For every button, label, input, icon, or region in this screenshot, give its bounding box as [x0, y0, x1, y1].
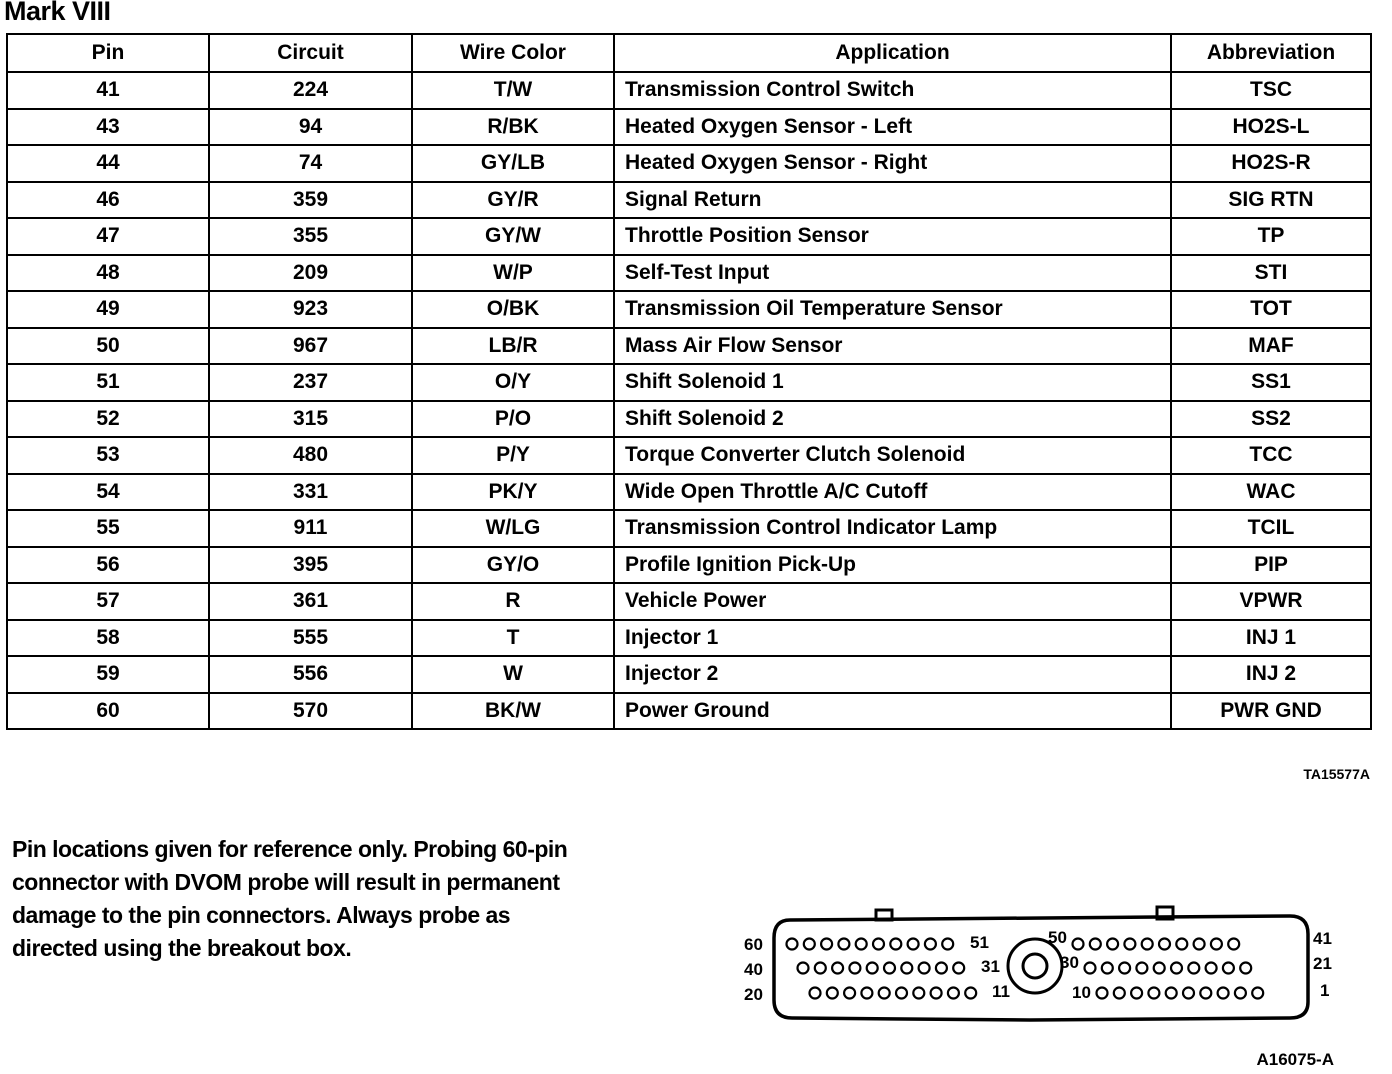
pin-hole	[1085, 963, 1096, 974]
pin-hole	[965, 988, 976, 999]
cell-circuit: 911	[209, 510, 412, 547]
cell-wire-color: GY/LB	[412, 145, 614, 182]
connector-label-40: 40	[744, 960, 763, 979]
pin-hole	[948, 988, 959, 999]
cell-abbreviation: INJ 1	[1171, 620, 1371, 657]
cell-application: Vehicle Power	[614, 583, 1171, 620]
pin-hole	[884, 963, 895, 974]
cell-application: Transmission Oil Temperature Sensor	[614, 291, 1171, 328]
pin-hole	[1159, 939, 1170, 950]
cell-wire-color: O/Y	[412, 364, 614, 401]
pin-hole	[827, 988, 838, 999]
table-row	[7, 437, 1371, 474]
pin-hole	[1252, 988, 1263, 999]
table-figure-id: TA15577A	[1303, 766, 1370, 782]
connector-center-bolt-inner	[1023, 954, 1047, 978]
cell-circuit: 209	[209, 255, 412, 292]
pin-hole	[908, 939, 919, 950]
pin-hole	[1119, 963, 1130, 974]
cell-wire-color: GY/W	[412, 218, 614, 255]
cell-circuit: 224	[209, 72, 412, 109]
cell-wire-color: T	[412, 620, 614, 657]
table-row	[7, 218, 1371, 255]
cell-abbreviation: TCIL	[1171, 510, 1371, 547]
pin-hole	[1073, 939, 1084, 950]
pin-hole	[856, 939, 867, 950]
pin-hole	[821, 939, 832, 950]
connector-label-20: 20	[744, 985, 763, 1004]
cell-pin: 50	[7, 328, 209, 365]
pin-hole	[1183, 988, 1194, 999]
table-row	[7, 291, 1371, 328]
cell-circuit: 94	[209, 109, 412, 146]
cell-application: Transmission Control Switch	[614, 72, 1171, 109]
pin-hole	[1200, 988, 1211, 999]
cell-application: Torque Converter Clutch Solenoid	[614, 437, 1171, 474]
pin-hole	[1124, 939, 1135, 950]
cell-wire-color: PK/Y	[412, 474, 614, 511]
cell-abbreviation: MAF	[1171, 328, 1371, 365]
cell-abbreviation: STI	[1171, 255, 1371, 292]
cell-wire-color: R	[412, 583, 614, 620]
note-line: damage to the pin connectors. Always probe as	[12, 902, 511, 928]
header-wire-color: Wire Color	[412, 34, 614, 72]
cell-application: Profile Ignition Pick-Up	[614, 547, 1171, 584]
note-line: directed using the breakout box.	[12, 935, 352, 961]
cell-abbreviation: SS1	[1171, 364, 1371, 401]
cell-pin: 41	[7, 72, 209, 109]
cell-abbreviation: TCC	[1171, 437, 1371, 474]
table-row	[7, 656, 1371, 693]
cell-circuit: 331	[209, 474, 412, 511]
cell-circuit: 361	[209, 583, 412, 620]
pin-hole	[1171, 963, 1182, 974]
table-header-row	[7, 34, 1371, 72]
table-row	[7, 328, 1371, 365]
pin-hole	[931, 988, 942, 999]
cell-pin: 58	[7, 620, 209, 657]
connector-label-50: 50	[1048, 928, 1067, 947]
cell-application: Heated Oxygen Sensor - Right	[614, 145, 1171, 182]
table-row	[7, 255, 1371, 292]
table-row	[7, 364, 1371, 401]
cell-application: Throttle Position Sensor	[614, 218, 1171, 255]
cell-pin: 60	[7, 693, 209, 730]
cell-abbreviation: WAC	[1171, 474, 1371, 511]
table-row	[7, 547, 1371, 584]
cell-wire-color: P/O	[412, 401, 614, 438]
pin-hole	[1194, 939, 1205, 950]
table-row	[7, 72, 1371, 109]
table-body	[7, 72, 1371, 729]
pin-hole	[879, 988, 890, 999]
pin-hole	[810, 988, 821, 999]
cell-wire-color: BK/W	[412, 693, 614, 730]
connector-label-21: 21	[1313, 954, 1332, 973]
pin-hole	[1223, 963, 1234, 974]
pin-hole	[1097, 988, 1108, 999]
table-row	[7, 145, 1371, 182]
cell-circuit: 315	[209, 401, 412, 438]
cell-circuit: 395	[209, 547, 412, 584]
cell-wire-color: R/BK	[412, 109, 614, 146]
table-row	[7, 109, 1371, 146]
cell-wire-color: GY/O	[412, 547, 614, 584]
pin-hole	[838, 939, 849, 950]
header-abbreviation: Abbreviation	[1171, 34, 1371, 72]
pin-hole	[1107, 939, 1118, 950]
cell-abbreviation: SIG RTN	[1171, 182, 1371, 219]
cell-pin: 43	[7, 109, 209, 146]
note-line: Pin locations given for reference only. Probing 60-pin	[12, 836, 568, 862]
pin-hole	[936, 963, 947, 974]
connector-label-41: 41	[1313, 929, 1332, 948]
cell-abbreviation: SS2	[1171, 401, 1371, 438]
cell-abbreviation: HO2S-L	[1171, 109, 1371, 146]
cell-application: Signal Return	[614, 182, 1171, 219]
pin-hole	[844, 988, 855, 999]
cell-wire-color: O/BK	[412, 291, 614, 328]
pin-hole	[849, 963, 860, 974]
table-row	[7, 474, 1371, 511]
cell-pin: 49	[7, 291, 209, 328]
pin-hole	[1211, 939, 1222, 950]
pin-hole	[1090, 939, 1101, 950]
cell-circuit: 355	[209, 218, 412, 255]
pin-hole	[1114, 988, 1125, 999]
cell-pin: 53	[7, 437, 209, 474]
pin-hole	[867, 963, 878, 974]
cell-abbreviation: TP	[1171, 218, 1371, 255]
cell-application: Wide Open Throttle A/C Cutoff	[614, 474, 1171, 511]
cell-application: Mass Air Flow Sensor	[614, 328, 1171, 365]
cell-application: Shift Solenoid 1	[614, 364, 1171, 401]
cell-wire-color: W/P	[412, 255, 614, 292]
connector-label-31: 31	[981, 957, 1000, 976]
connector-housing	[774, 916, 1308, 1020]
pin-hole	[1136, 963, 1147, 974]
cell-application: Injector 1	[614, 620, 1171, 657]
cell-abbreviation: PWR GND	[1171, 693, 1371, 730]
cell-circuit: 570	[209, 693, 412, 730]
cell-abbreviation: VPWR	[1171, 583, 1371, 620]
pin-hole	[890, 939, 901, 950]
probe-warning-note	[12, 833, 672, 965]
cell-wire-color: W/LG	[412, 510, 614, 547]
pin-hole	[1188, 963, 1199, 974]
connector-diagram	[730, 900, 1370, 1030]
connector-label-11: 11	[992, 982, 1010, 1001]
pin-hole	[1102, 963, 1113, 974]
pin-hole	[953, 963, 964, 974]
cell-pin: 57	[7, 583, 209, 620]
pin-hole	[896, 988, 907, 999]
header-circuit: Circuit	[209, 34, 412, 72]
cell-pin: 51	[7, 364, 209, 401]
pin-hole	[1228, 939, 1239, 950]
cell-abbreviation: INJ 2	[1171, 656, 1371, 693]
cell-application: Self-Test Input	[614, 255, 1171, 292]
cell-wire-color: T/W	[412, 72, 614, 109]
pin-hole	[1206, 963, 1217, 974]
pin-hole	[787, 939, 798, 950]
cell-circuit: 556	[209, 656, 412, 693]
pin-hole	[1142, 939, 1153, 950]
pin-table	[6, 33, 1372, 730]
pin-hole	[873, 939, 884, 950]
cell-circuit: 480	[209, 437, 412, 474]
table-row	[7, 620, 1371, 657]
cell-pin: 52	[7, 401, 209, 438]
cell-pin: 56	[7, 547, 209, 584]
cell-pin: 48	[7, 255, 209, 292]
pin-hole	[861, 988, 872, 999]
connector-center-bolt	[1008, 939, 1062, 993]
cell-circuit: 237	[209, 364, 412, 401]
cell-circuit: 359	[209, 182, 412, 219]
connector-label-1: 1	[1320, 981, 1330, 1000]
cell-circuit: 555	[209, 620, 412, 657]
cell-abbreviation: HO2S-R	[1171, 145, 1371, 182]
table-row	[7, 182, 1371, 219]
pin-hole	[1166, 988, 1177, 999]
cell-application: Transmission Control Indicator Lamp	[614, 510, 1171, 547]
cell-circuit: 923	[209, 291, 412, 328]
connector-label-51: 51	[970, 933, 989, 952]
header-pin: Pin	[7, 34, 209, 72]
table-row	[7, 510, 1371, 547]
pin-hole	[1218, 988, 1229, 999]
cell-pin: 54	[7, 474, 209, 511]
connector-label-30: 30	[1060, 953, 1079, 972]
connector-label-60: 60	[744, 935, 763, 954]
pin-hole	[1131, 988, 1142, 999]
cell-application: Power Ground	[614, 693, 1171, 730]
cell-pin: 55	[7, 510, 209, 547]
connector-figure-id: A16075-A	[1256, 1050, 1334, 1069]
cell-circuit: 74	[209, 145, 412, 182]
cell-wire-color: LB/R	[412, 328, 614, 365]
cell-circuit: 967	[209, 328, 412, 365]
pin-hole	[1176, 939, 1187, 950]
pin-hole	[1235, 988, 1246, 999]
cell-pin: 59	[7, 656, 209, 693]
cell-wire-color: GY/R	[412, 182, 614, 219]
cell-abbreviation: PIP	[1171, 547, 1371, 584]
pin-hole	[798, 963, 809, 974]
cell-wire-color: P/Y	[412, 437, 614, 474]
note-line: connector with DVOM probe will result in permanent	[12, 869, 560, 895]
connector-label-10: 10	[1072, 983, 1091, 1002]
pin-hole	[804, 939, 815, 950]
header-application: Application	[614, 34, 1171, 72]
pin-hole	[942, 939, 953, 950]
table-row	[7, 401, 1371, 438]
pin-hole	[919, 963, 930, 974]
cell-abbreviation: TSC	[1171, 72, 1371, 109]
cell-abbreviation: TOT	[1171, 291, 1371, 328]
cell-pin: 47	[7, 218, 209, 255]
pin-hole	[815, 963, 826, 974]
cell-pin: 46	[7, 182, 209, 219]
cell-pin: 44	[7, 145, 209, 182]
pin-hole	[1154, 963, 1165, 974]
table-row	[7, 583, 1371, 620]
pin-hole	[913, 988, 924, 999]
cell-application: Shift Solenoid 2	[614, 401, 1171, 438]
cell-wire-color: W	[412, 656, 614, 693]
page-title: Mark VIII	[4, 0, 111, 26]
cell-application: Heated Oxygen Sensor - Left	[614, 109, 1171, 146]
pin-hole	[901, 963, 912, 974]
pin-hole	[832, 963, 843, 974]
pin-hole	[1148, 988, 1159, 999]
pin-hole	[925, 939, 936, 950]
table-row	[7, 693, 1371, 730]
pin-hole	[1240, 963, 1251, 974]
cell-application: Injector 2	[614, 656, 1171, 693]
